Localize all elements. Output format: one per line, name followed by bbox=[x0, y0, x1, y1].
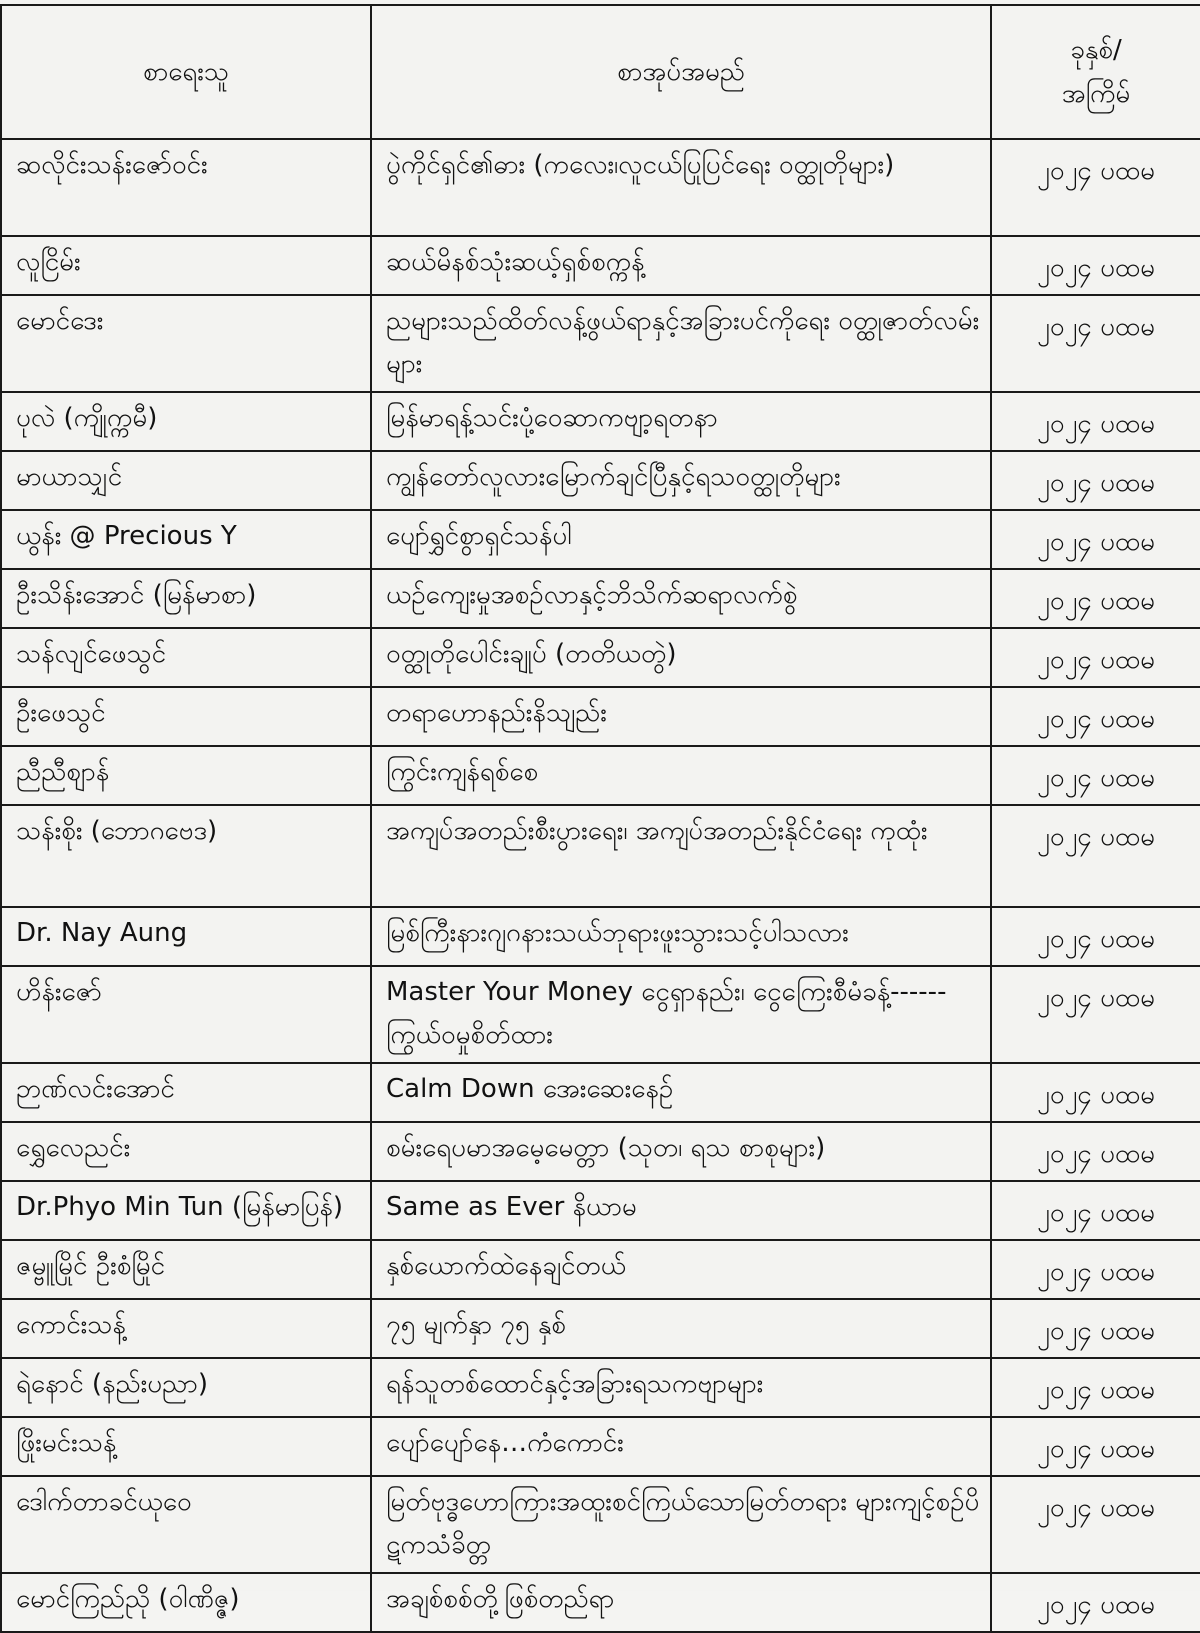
title-cell: မြန်မာရန့်သင်းပုံ့ဝေဆာကဗျာ့ရတနာ bbox=[371, 392, 991, 451]
edition-cell: ၂၀၂၄ ပထမ bbox=[991, 1240, 1200, 1299]
table-header-row bbox=[1, 5, 1200, 139]
author-cell: ဖြိုးမင်းသန့် bbox=[1, 1417, 371, 1476]
table-row bbox=[1, 510, 1200, 569]
title-cell: နှစ်ယောက်ထဲနေချင်တယ် bbox=[371, 1240, 991, 1299]
author-cell: ဉာဏ်လင်းအောင် bbox=[1, 1063, 371, 1122]
title-cell: ပျော်ပျော်နေ…ကံကောင်း bbox=[371, 1417, 991, 1476]
author-cell: ကောင်းသန့် bbox=[1, 1299, 371, 1358]
edition-cell: ၂၀၂၄ ပထမ bbox=[991, 1181, 1200, 1240]
author-cell: ဆလိုင်းသန်းဇော်ဝင်း bbox=[1, 139, 371, 236]
title-cell: စမ်းရေပမာအမေ့မေတ္တာ (သုတ၊ ရသ စာစုများ) bbox=[371, 1122, 991, 1181]
author-cell: မာယာသျှင် bbox=[1, 451, 371, 510]
author-cell: ဦးဖေသွင် bbox=[1, 687, 371, 746]
table-row bbox=[1, 295, 1200, 392]
table-row bbox=[1, 1299, 1200, 1358]
edition-cell: ၂၀၂၄ ပထမ bbox=[991, 1417, 1200, 1476]
author-cell: ဇမ္ဗူမြိုင် ဦးစံမြိုင် bbox=[1, 1240, 371, 1299]
edition-cell: ၂၀၂၄ ပထမ bbox=[991, 295, 1200, 392]
title-cell: Calm Down အေးဆေးနေဉ် bbox=[371, 1063, 991, 1122]
table-row bbox=[1, 1240, 1200, 1299]
table-row bbox=[1, 1122, 1200, 1181]
author-cell: မောင်ဒေး bbox=[1, 295, 371, 392]
table-row bbox=[1, 1417, 1200, 1476]
table-row bbox=[1, 236, 1200, 295]
title-cell: တရာဟောနည်းနိသျည်း bbox=[371, 687, 991, 746]
table-row bbox=[1, 687, 1200, 746]
table-row bbox=[1, 1476, 1200, 1573]
table-row bbox=[1, 628, 1200, 687]
edition-cell: ၂၀၂၄ ပထမ bbox=[991, 907, 1200, 966]
author-cell: ယွန်း @ Precious Y bbox=[1, 510, 371, 569]
title-cell: ဝတ္ထုတိုပေါင်းချုပ် (တတိယတွဲ) bbox=[371, 628, 991, 687]
header-year-line1: ခုနှစ်/ bbox=[1070, 35, 1122, 65]
title-cell: အကျပ်အတည်းစီးပွားရေး၊ အကျပ်အတည်းနိုင်ငံရေး ကုထုံး bbox=[371, 805, 991, 907]
edition-cell: ၂၀၂၄ ပထမ bbox=[991, 1573, 1200, 1632]
table-row bbox=[1, 1358, 1200, 1417]
edition-cell: ၂၀၂၄ ပထမ bbox=[991, 1476, 1200, 1573]
edition-cell: ၂၀၂၄ ပထမ bbox=[991, 687, 1200, 746]
table-row bbox=[1, 392, 1200, 451]
author-cell: ပုလဲ (ကျိုက္ကမီ) bbox=[1, 392, 371, 451]
header-title: စာအုပ်အမည် bbox=[371, 5, 991, 139]
edition-cell: ၂၀၂၄ ပထမ bbox=[991, 1122, 1200, 1181]
edition-cell: ၂၀၂၄ ပထမ bbox=[991, 1358, 1200, 1417]
header-year-edition bbox=[991, 5, 1200, 139]
author-cell: ရဲနောင် (နည်းပညာ) bbox=[1, 1358, 371, 1417]
title-cell: အချစ်စစ်တို့ဖြစ်တည်ရာ bbox=[371, 1573, 991, 1632]
author-cell: Dr. Nay Aung bbox=[1, 907, 371, 966]
title-cell: ဆယ်မိနစ်သုံးဆယ့်ရှစ်စက္ကန့် bbox=[371, 236, 991, 295]
author-cell: ရွှေလေညင်း bbox=[1, 1122, 371, 1181]
author-cell: Dr.Phyo Min Tun (မြန်မာပြန်) bbox=[1, 1181, 371, 1240]
edition-cell: ၂၀၂၄ ပထမ bbox=[991, 139, 1200, 236]
table-row bbox=[1, 746, 1200, 805]
title-cell: ကြွင်းကျန်ရစ်စေ bbox=[371, 746, 991, 805]
title-cell: ကျွန်တော်လူလားမြောက်ချင်ပြီနှင့်ရသဝတ္ထုတိုများ bbox=[371, 451, 991, 510]
author-cell: ဦးသိန်းအောင် (မြန်မာစာ) bbox=[1, 569, 371, 628]
edition-cell: ၂၀၂၄ ပထမ bbox=[991, 966, 1200, 1063]
title-cell: Master Your Money ငွေရှာနည်း၊ ငွေကြေးစီမံခန့်------ ကြွယ်ဝမှုစိတ်ထား bbox=[371, 966, 991, 1063]
author-cell: သန်းစိုး (ဘောဂဗေဒ) bbox=[1, 805, 371, 907]
table-row bbox=[1, 139, 1200, 236]
edition-cell: ၂၀၂၄ ပထမ bbox=[991, 805, 1200, 907]
edition-cell: ၂၀၂၄ ပထမ bbox=[991, 746, 1200, 805]
title-cell: ၇၅ မျက်နှာ ၇၅ နှစ် bbox=[371, 1299, 991, 1358]
title-cell: ပျော်ရွှင်စွာရှင်သန်ပါ bbox=[371, 510, 991, 569]
author-cell: သန်လျင်ဖေသွင် bbox=[1, 628, 371, 687]
title-cell: ညများသည်ထိတ်လန့်ဖွယ်ရာနှင့်အခြားပင်ကိုရေး ဝတ္ထုဇာတ်လမ်းများ bbox=[371, 295, 991, 392]
edition-cell: ၂၀၂၄ ပထမ bbox=[991, 451, 1200, 510]
header-author: စာရေးသူ bbox=[1, 5, 371, 139]
table-row bbox=[1, 1063, 1200, 1122]
edition-cell: ၂၀၂၄ ပထမ bbox=[991, 236, 1200, 295]
book-list-table bbox=[0, 4, 1200, 1633]
edition-cell: ၂၀၂၄ ပထမ bbox=[991, 569, 1200, 628]
table-row bbox=[1, 451, 1200, 510]
edition-cell: ၂၀၂၄ ပထမ bbox=[991, 1063, 1200, 1122]
author-cell: ညီညီစျာန် bbox=[1, 746, 371, 805]
edition-cell: ၂၀၂၄ ပထမ bbox=[991, 1299, 1200, 1358]
author-cell: ဟိန်းဇော် bbox=[1, 966, 371, 1063]
edition-cell: ၂၀၂၄ ပထမ bbox=[991, 392, 1200, 451]
title-cell: ယဉ်ကျေးမှုအစဉ်လာနှင့်ဘိသိက်ဆရာလက်စွဲ bbox=[371, 569, 991, 628]
author-cell: မောင်ကြည်ညို (ဝါဏိဇ္ဇ) bbox=[1, 1573, 371, 1632]
table-row bbox=[1, 966, 1200, 1063]
title-cell: မြစ်ကြီးနားဂျဂနားသယ်ဘုရားဖူးသွားသင့်ပါသလား bbox=[371, 907, 991, 966]
table-row bbox=[1, 1181, 1200, 1240]
table-row bbox=[1, 569, 1200, 628]
author-cell: ဒေါက်တာခင်ယုဝေ bbox=[1, 1476, 371, 1573]
header-year-line2: အကြိမ် bbox=[1061, 79, 1131, 109]
title-cell: ရန်သူတစ်ထောင်နှင့်အခြားရသကဗျာများ bbox=[371, 1358, 991, 1417]
author-cell: လူငြိမ်း bbox=[1, 236, 371, 295]
edition-cell: ၂၀၂၄ ပထမ bbox=[991, 628, 1200, 687]
table-row bbox=[1, 907, 1200, 966]
table-row bbox=[1, 805, 1200, 907]
edition-cell: ၂၀၂၄ ပထမ bbox=[991, 510, 1200, 569]
table-row bbox=[1, 1573, 1200, 1632]
title-cell: မြတ်ဗုဒ္ဓဟောကြားအထူးစင်ကြယ်သောမြတ်တရား များကျင့်စဉ်ပိဋကသံခိတ္တ bbox=[371, 1476, 991, 1573]
title-cell: Same as Ever နိယာမ bbox=[371, 1181, 991, 1240]
title-cell: ပွဲကိုင်ရှင်၏ဓား (ကလေး၊လူငယ်ပြုပြင်ရေး ဝတ္ထုတိုများ) bbox=[371, 139, 991, 236]
